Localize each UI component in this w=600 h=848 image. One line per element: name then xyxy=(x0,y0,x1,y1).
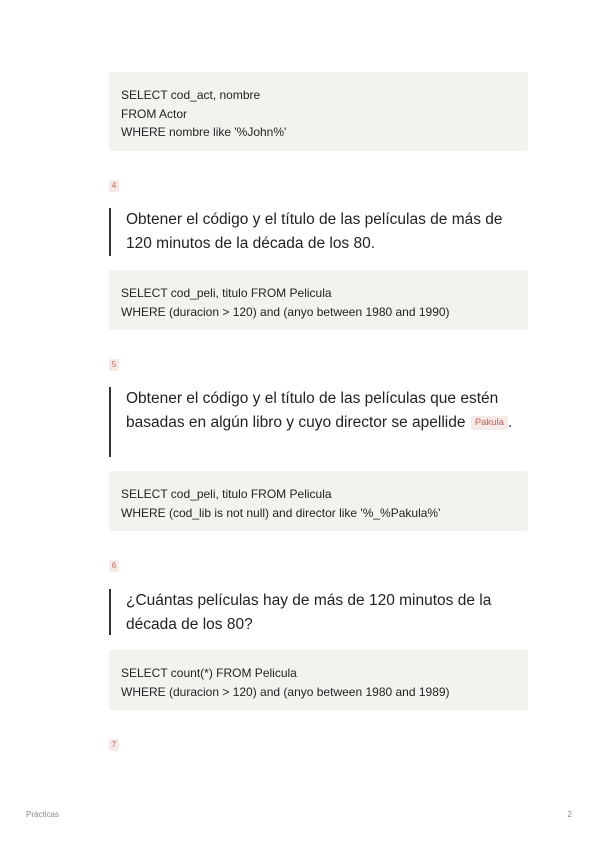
question-6-text: ¿Cuántas películas hay de más de 120 minutos de la década de los 80? xyxy=(109,589,528,635)
step-number-7: 7 xyxy=(109,739,119,751)
step-number-4: 4 xyxy=(109,180,119,192)
inline-code-pakula: Pakula xyxy=(471,416,508,430)
step-number-6: 6 xyxy=(109,560,119,572)
code-block-6: SELECT count(*) FROM Pelicula WHERE (duracion > 120) and (anyo between 1980 and 1989) xyxy=(109,650,528,710)
footer-section-title: Prácticas xyxy=(26,810,59,819)
footer-page-number: 2 xyxy=(567,810,572,819)
question-5-body: Obtener el código y el título de las películas que estén basadas en algún libro y cuyo director se apellide xyxy=(126,390,499,431)
code-block-top: SELECT cod_act, nombre FROM Actor WHERE nombre like '%John%' xyxy=(109,72,528,151)
code-block-4: SELECT cod_peli, titulo FROM Pelicula WHERE (duracion > 120) and (anyo between 1980 and 1990) xyxy=(109,270,528,330)
question-5-period: . xyxy=(507,414,513,431)
question-5-text xyxy=(109,387,528,457)
step-number-5: 5 xyxy=(109,359,119,371)
question-4-text: Obtener el código y el título de las películas de más de 120 minutos de la década de los 80. xyxy=(109,208,528,256)
code-block-5: SELECT cod_peli, titulo FROM Pelicula WHERE (cod_lib is not null) and director like '%_%Pakula%' xyxy=(109,471,528,531)
